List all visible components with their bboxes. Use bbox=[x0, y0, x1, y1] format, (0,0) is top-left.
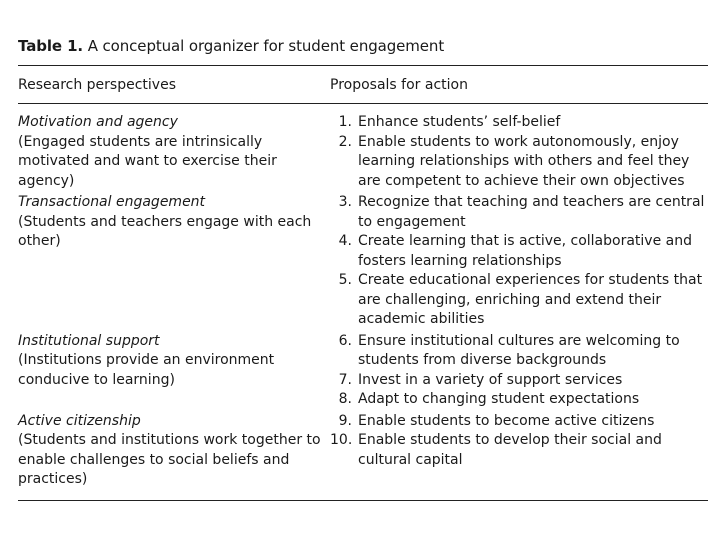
proposal-number: 4. bbox=[338, 233, 352, 249]
perspective-description: (Students and institutions work together to enable challenges to social beliefs and practices) bbox=[18, 432, 321, 487]
proposal-text: Invest in a variety of support services bbox=[358, 371, 623, 388]
proposal-text: Ensure institutional cultures are welcoming to students from diverse backgrounds bbox=[358, 332, 680, 368]
proposal-item bbox=[330, 371, 708, 391]
proposal-text: Enable students to develop their social and cultural capital bbox=[358, 432, 662, 468]
proposal-item bbox=[330, 133, 708, 192]
caption-label: Table 1. bbox=[18, 37, 84, 55]
proposal-item bbox=[330, 412, 708, 432]
table-row bbox=[18, 332, 708, 410]
proposal-item bbox=[330, 113, 708, 133]
table-row bbox=[18, 412, 708, 490]
proposal-number: 5. bbox=[338, 272, 352, 288]
proposal-text: Enable students to work autonomously, enjoy learning relationships with others and feel they are competent to achieve their own objectives bbox=[358, 133, 690, 189]
bottom-rule bbox=[18, 500, 708, 501]
research-perspective-cell bbox=[18, 412, 330, 490]
proposals-cell bbox=[330, 332, 708, 410]
proposal-item bbox=[330, 193, 708, 232]
research-perspective-cell bbox=[18, 193, 330, 330]
perspective-description: (Students and teachers engage with each other) bbox=[18, 213, 312, 249]
caption-text: A conceptual organizer for student engagement bbox=[87, 37, 445, 55]
perspective-title: Transactional engagement bbox=[18, 194, 206, 210]
proposal-number: 3. bbox=[338, 194, 352, 210]
header-research-perspectives: Research perspectives bbox=[18, 77, 176, 93]
table-row bbox=[18, 113, 708, 191]
perspective-title: Active citizenship bbox=[18, 412, 141, 429]
proposal-number: 1. bbox=[338, 114, 352, 130]
proposal-number: 9. bbox=[338, 412, 352, 429]
proposal-item bbox=[330, 431, 708, 470]
proposal-text: Create educational experiences for students that are challenging, enriching and extend their academic abilities bbox=[358, 272, 703, 327]
proposal-item bbox=[330, 390, 708, 410]
proposal-item bbox=[330, 332, 708, 371]
proposal-number: 7. bbox=[338, 371, 352, 388]
perspective-title: Motivation and agency bbox=[18, 114, 178, 130]
proposals-cell bbox=[330, 193, 708, 330]
table-row bbox=[18, 193, 708, 330]
proposal-number: 8. bbox=[338, 391, 352, 407]
engagement-table bbox=[18, 36, 708, 501]
proposal-text: Create learning that is active, collaborative and fosters learning relationships bbox=[358, 233, 692, 269]
proposal-number: 10. bbox=[330, 432, 353, 448]
proposals-cell bbox=[330, 113, 708, 191]
proposal-number: 2. bbox=[338, 133, 352, 150]
proposal-item bbox=[330, 271, 708, 330]
proposal-number: 6. bbox=[338, 332, 352, 349]
perspective-description: (Institutions provide an environment conducive to learning) bbox=[18, 352, 275, 388]
table-body bbox=[18, 104, 708, 500]
research-perspective-cell bbox=[18, 113, 330, 191]
research-perspective-cell bbox=[18, 332, 330, 410]
proposal-text: Recognize that teaching and teachers are central to engagement bbox=[358, 194, 705, 230]
header-proposals-for-action: Proposals for action bbox=[330, 77, 468, 93]
proposal-item bbox=[330, 232, 708, 271]
table-caption bbox=[18, 36, 708, 56]
perspective-title: Institutional support bbox=[18, 332, 160, 349]
proposal-text: Adapt to changing student expectations bbox=[358, 391, 640, 407]
table-header bbox=[18, 66, 708, 103]
proposal-text: Enable students to become active citizens bbox=[358, 412, 655, 429]
proposals-cell bbox=[330, 412, 708, 490]
proposal-text: Enhance students’ self-belief bbox=[358, 114, 561, 130]
perspective-description: (Engaged students are intrinsically motivated and want to exercise their agency) bbox=[18, 133, 277, 189]
